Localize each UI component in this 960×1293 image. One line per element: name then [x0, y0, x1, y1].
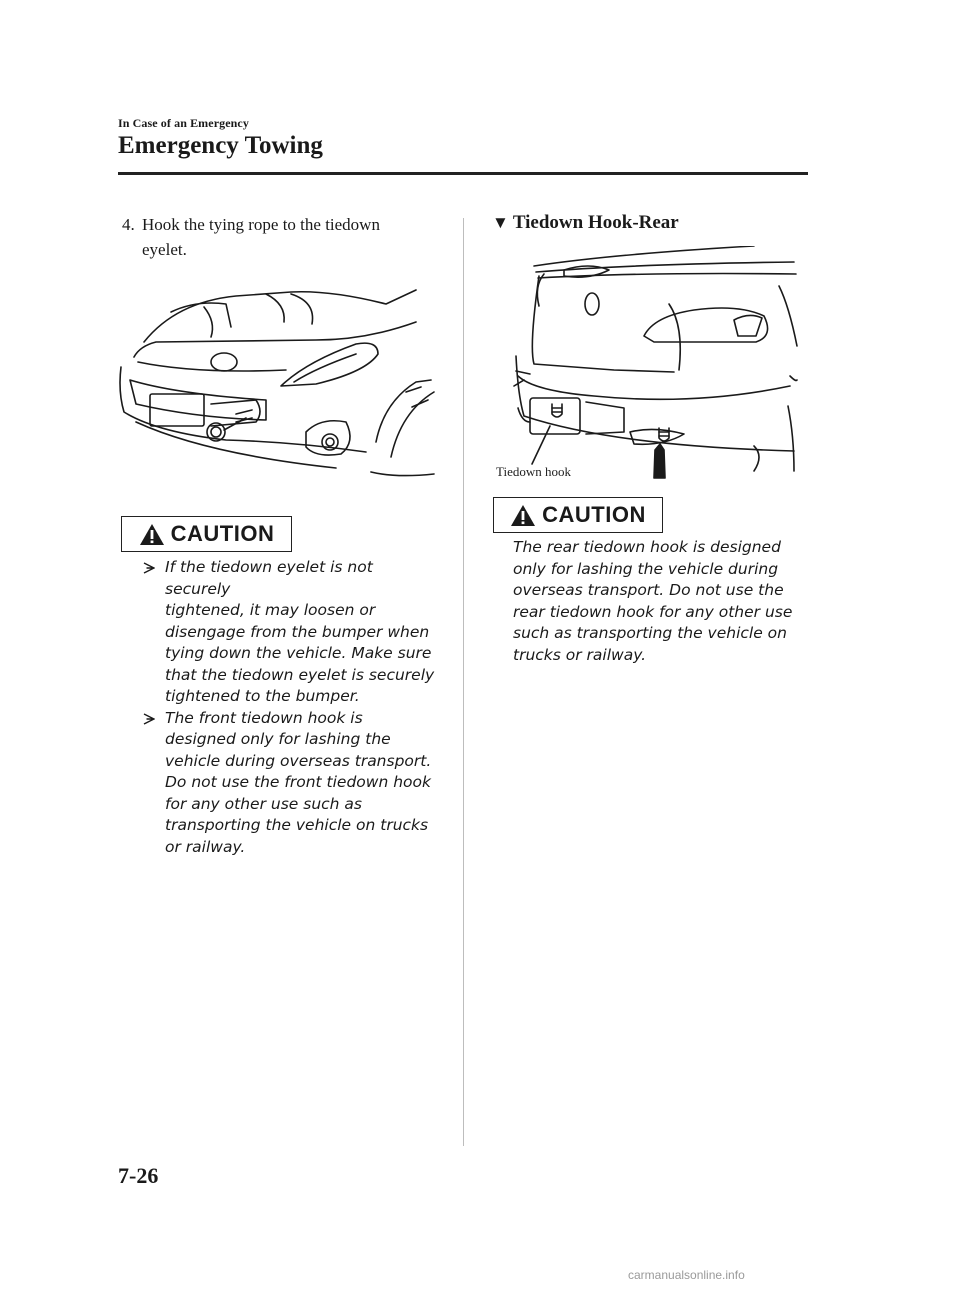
caution-item-2-line: Do not use the front tiedown hook — [165, 773, 431, 791]
rear-car-illustration — [494, 246, 804, 481]
caution-item-1-line: tying down the vehicle. Make sure — [165, 644, 432, 662]
caution-text-line: trucks or railway. — [513, 645, 647, 664]
caution-text-line: rear tiedown hook for any other use — [513, 602, 793, 621]
triangle-down-icon: ▼ — [492, 213, 509, 232]
caution-item-2-line: The front tiedown hook is — [165, 708, 363, 727]
caution-label-right: CAUTION — [542, 502, 646, 527]
caution-text-right — [513, 537, 803, 666]
caution-text-line: overseas transport. Do not use the — [513, 581, 784, 599]
step-4 — [122, 212, 442, 262]
sub-heading — [492, 212, 679, 234]
arrow-bullet-icon — [143, 713, 155, 725]
step-text-line1: Hook the tying rope to the tiedown — [142, 215, 380, 234]
caution-item-2-line: designed only for lashing the — [165, 730, 391, 748]
caution-item-2-line: vehicle during overseas transport. — [165, 751, 432, 770]
column-divider — [463, 218, 464, 1146]
caution-box-left — [121, 516, 292, 552]
caution-item-1-line: disengage from the bumper when — [165, 622, 430, 641]
step-text-line2: eyelet. — [142, 240, 187, 259]
title-rule — [118, 172, 808, 175]
tiedown-hook-label: Tiedown hook — [496, 464, 572, 479]
caution-item-2 — [143, 708, 443, 859]
page-number: 7-26 — [118, 1163, 159, 1188]
caution-box-right — [493, 497, 663, 533]
step-number: 4. — [122, 215, 135, 234]
caution-text-line: such as transporting the vehicle on — [513, 624, 787, 642]
caution-item-2-line: for any other use such as — [165, 794, 362, 813]
caution-text-line: The rear tiedown hook is designed — [513, 538, 781, 556]
footer-watermark-url: carmanualsonline.info — [628, 1268, 745, 1282]
arrow-bullet-icon — [143, 562, 155, 574]
caution-item-2-line: transporting the vehicle on trucks — [165, 816, 429, 834]
caution-item-1-line: that the tiedown eyelet is securely — [165, 665, 435, 684]
caution-item-1 — [143, 557, 443, 708]
page-title: Emergency Towing — [118, 132, 323, 159]
caution-item-1-line: tightened, it may loosen or — [165, 601, 376, 619]
sub-heading-text: Tiedown Hook-Rear — [512, 212, 679, 233]
caution-item-2-line: or railway. — [165, 837, 246, 856]
caution-label-left: CAUTION — [170, 521, 275, 546]
caution-item-1-line: tightened to the bumper. — [165, 687, 360, 705]
caution-item-1-line: If the tiedown eyelet is not securely — [165, 558, 373, 598]
caution-list-left — [143, 557, 443, 858]
front-car-illustration — [116, 282, 436, 482]
warning-icon — [139, 523, 165, 546]
caution-text-line: only for lashing the vehicle during — [513, 559, 779, 578]
warning-icon — [510, 504, 536, 527]
section-name: In Case of an Emergency — [118, 116, 249, 130]
